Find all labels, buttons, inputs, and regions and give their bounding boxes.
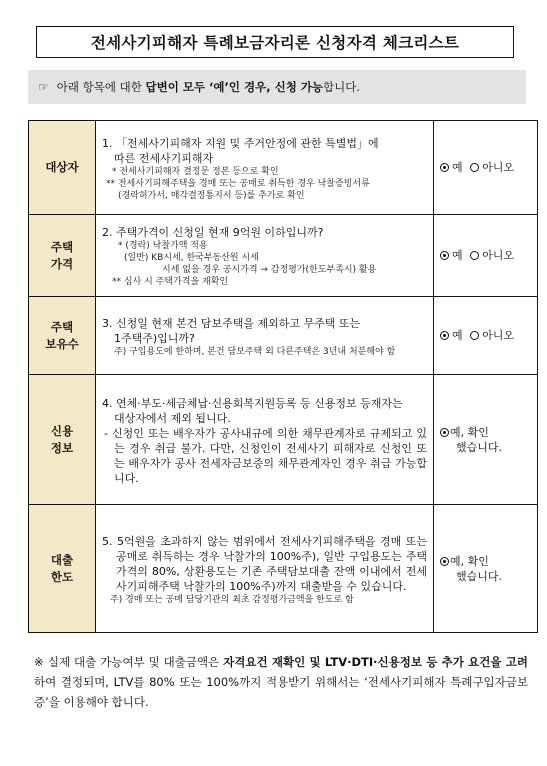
yes-radio[interactable]: 예 <box>440 328 463 343</box>
answer-cell <box>434 297 538 375</box>
yes-radio[interactable]: 예 <box>440 248 463 263</box>
question-cell: 1. 「전세사기피해자 지원 및 주거안정에 관한 특별법」에 따른 전세사기피해자 * 전세사기피해자 결정문 정본 등으로 확인 ** 전세사기피해주택을 경매 또는 공매로 취득한 경우 낙찰증빙서류 (경락허가서, 매각결정통지서 등)를 추가로 확인 <box>96 121 434 215</box>
table-row <box>29 297 538 375</box>
radio-selected-icon <box>440 163 449 172</box>
radio-selected-icon[interactable] <box>440 557 449 566</box>
no-radio[interactable]: 아니오 <box>470 328 514 343</box>
reference-mark: ※ <box>34 655 44 669</box>
footer-note: ※ 실제 대출 가능여부 및 대출금액은 자격요건 재확인 및 LTV·DTI·신용정보 등 추가 요건을 고려하여 결정되며, LTV를 80% 또는 100%까지 적용받기 위해서는 ‘전세사기피해자 특례구입자금보증’을 이용해야 합니다. <box>34 655 528 709</box>
table-row <box>29 375 538 505</box>
radio-empty-icon <box>470 331 479 340</box>
notice-banner <box>28 70 526 104</box>
category-cell: 주택 가격 <box>29 215 96 297</box>
radio-selected-icon <box>440 251 449 260</box>
notice-text: 아래 항목에 대한 답변이 모두 ‘예’인 경우, 신청 가능합니다. <box>56 80 361 94</box>
question-cell: 4. 연체·부도·세금체납·신용회복지원등록 등 신용정보 등재자는 대상자에서 제외 됩니다. - 신청인 또는 배우자가 공사내규에 의한 채무관계자로 규제되고 있는 경우 취급 불가. 다만, 신청인이 전세사기 피해자로 신청인 또는 배우자가 공사 전세자금보증의 채무관계자인 경우 취급 가능합니다. <box>96 375 434 505</box>
no-radio[interactable]: 아니오 <box>470 248 514 263</box>
table-row <box>29 505 538 633</box>
page-title: 전세사기피해자 특례보금자리론 신청자격 체크리스트 <box>36 26 514 58</box>
radio-empty-icon <box>470 163 479 172</box>
table-row <box>29 215 538 297</box>
question-cell: 2. 주택가격이 신청일 현재 9억원 이하입니까? * (경락) 낙찰가액 적용 (일반) KB시세, 한국부동산원 시세 시세 없을 경우 공시가격 → 감정평가(한도부족시) 활용 ** 심사 시 주택가격을 재확인 <box>96 215 434 297</box>
category-cell: 대상자 <box>29 121 96 215</box>
answer-cell <box>434 215 538 297</box>
radio-selected-icon[interactable] <box>440 428 449 437</box>
category-cell: 신용 정보 <box>29 375 96 505</box>
checklist-table <box>28 120 538 633</box>
question-cell: 3. 신청일 현재 본건 담보주택을 제외하고 무주택 또는 1주택주)입니까? 주) 구입용도에 한하며, 본건 담보주택 외 다른주택은 3년내 처분해야 함 <box>96 297 434 375</box>
radio-selected-icon <box>440 331 449 340</box>
category-cell: 주택 보유수 <box>29 297 96 375</box>
answer-cell: 예, 확인 했습니다. <box>434 375 538 505</box>
radio-empty-icon <box>470 251 479 260</box>
table-row <box>29 121 538 215</box>
pointing-hand-icon: ☞ <box>38 80 49 94</box>
answer-cell <box>434 121 538 215</box>
answer-cell: 예, 확인 했습니다. <box>434 505 538 633</box>
category-cell: 대출 한도 <box>29 505 96 633</box>
no-radio[interactable]: 아니오 <box>470 160 514 175</box>
yes-radio[interactable]: 예 <box>440 160 463 175</box>
question-cell: 5. 5억원을 초과하지 않는 범위에서 전세사기피해주택을 경매 또는 공매로 취득하는 경우 낙찰가의 100%주), 일반 구입용도는 주택가격의 80%, 상환용도는 기존 주택담보대출 잔액 이내에서 전세사기피해주택 낙찰가의 100%주)까지 대출받을 수 있습니다. 주) 경매 또는 공매 담당기관의 최초 감정평가금액을 한도로 함 <box>96 505 434 633</box>
